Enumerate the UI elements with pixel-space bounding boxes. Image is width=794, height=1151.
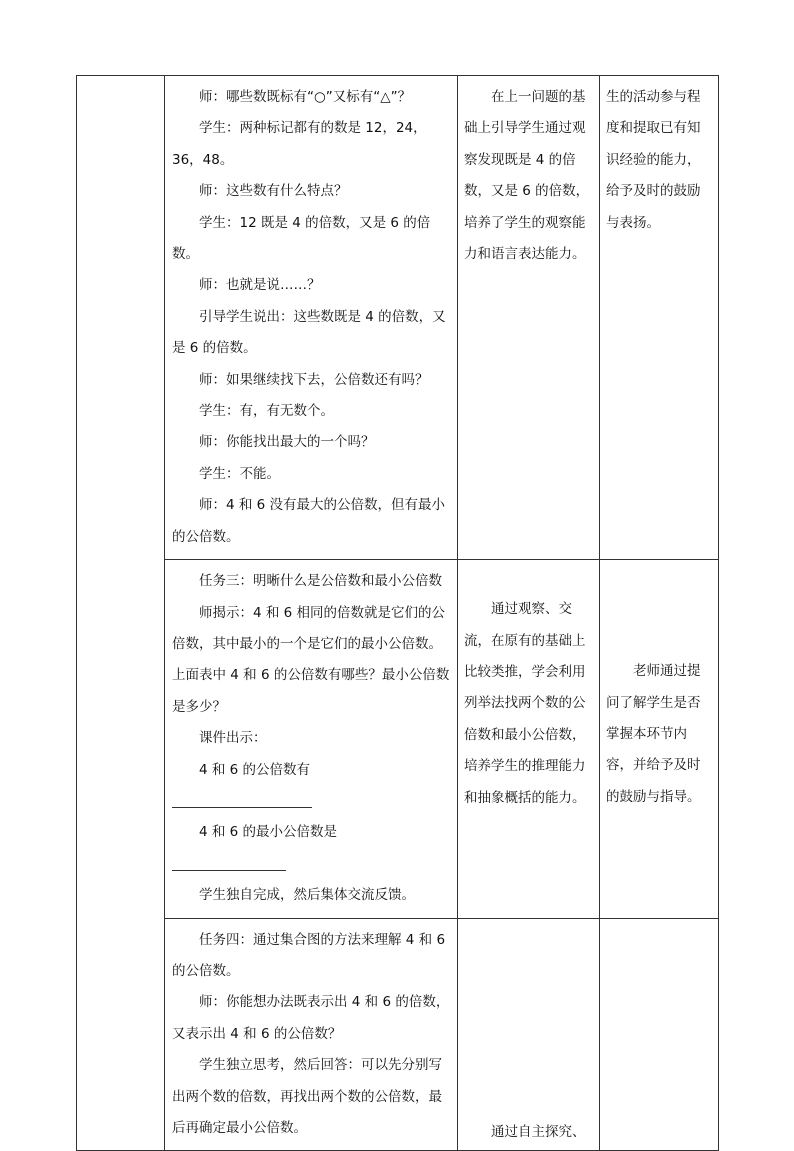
evaluation-text: 老师通过提问了解学生是否掌握本环节内容，并给予及时的鼓励与指导。 (606, 663, 701, 805)
stage-column-cell (77, 76, 165, 1151)
dialog-line: 学生独立思考，然后回答：可以先分别写出两个数的倍数，再找出两个数的公倍数，最后再确定最小公倍数。 (172, 1057, 442, 1136)
design-intent-text: 在上一问题的基础上引导学生通过观察发现既是 4 的倍数，又是 6 的倍数，培养了学生的观察能力和语言表达能力。 (464, 89, 590, 263)
dialog-line: 学生：不能。 (199, 465, 280, 482)
dialog-line: 引导学生说出：这些数既是 4 的倍数，又是 6 的倍数。 (172, 308, 446, 357)
dialog-line: 学生：两种标记都有的数是 12，24，36，48。 (172, 120, 427, 168)
dialog-line: 师：如果继续找下去，公倍数还有吗？ (199, 371, 429, 388)
table-row (77, 76, 719, 560)
dialog-line: 师：也就是说……？ (199, 277, 321, 294)
fill-blank-line: 4 和 6 的公倍数有 (172, 755, 450, 818)
task-heading: 任务四：通过集合图的方法来理解 4 和 6 的公倍数。 (172, 931, 446, 979)
answer-blank (172, 789, 312, 808)
lesson-plan-table (76, 75, 719, 1151)
dialog-line: 师：你能想办法既表示出 4 和 6 的倍数，又表示出 4 和 6 的公倍数？ (172, 994, 450, 1042)
table-row (77, 560, 719, 918)
task-heading: 任务三：明晰什么是公倍数和最小公倍数 (199, 573, 442, 590)
answer-blank (172, 852, 286, 871)
dialog-line: 师：这些数有什么特点？ (199, 183, 348, 200)
dialog-line: 师：哪些数既标有“○”又标有“△”？ (199, 89, 412, 105)
teaching-process-cell (165, 76, 458, 560)
evaluation-cell (600, 560, 719, 918)
dialog-line: 师揭示：4 和 6 相同的倍数就是它们的公倍数，其中最小的一个是它们的最小公倍数。上面表中 4 和 6 的公倍数有哪些？最小公倍数是多少？ (172, 604, 450, 715)
fill-blank-line: 4 和 6 的最小公倍数是 (172, 817, 450, 880)
dialog-line: 学生：12 既是 4 的倍数，又是 6 的倍数。 (172, 214, 431, 263)
teaching-process-cell (165, 560, 458, 918)
dialog-line: 师：4 和 6 没有最大的公倍数，但有最小的公倍数。 (172, 497, 446, 545)
dialog-line: 学生独自完成，然后集体交流反馈。 (199, 887, 415, 904)
design-intent-cell (458, 76, 600, 560)
evaluation-text: 生的活动参与程度和提取已有知识经验的能力，给予及时的鼓励与表扬。 (606, 89, 701, 231)
design-intent-text: 通过自主探究、 (491, 1124, 586, 1140)
teaching-process-cell (165, 918, 458, 1151)
evaluation-cell (600, 918, 719, 1151)
dialog-line: 师：你能找出最大的一个吗？ (199, 434, 375, 451)
dialog-line: 课件出示： (199, 730, 267, 747)
design-intent-cell (458, 560, 600, 918)
table-row (77, 918, 719, 1151)
design-intent-cell (458, 918, 600, 1151)
design-intent-text: 通过观察、交流，在原有的基础上比较类推，学会利用列举法找两个数的公倍数和最小公倍数，培养学生的推理能力和抽象概括的能力。 (464, 601, 586, 806)
dialog-line: 学生：有，有无数个。 (199, 403, 334, 420)
evaluation-cell (600, 76, 719, 560)
